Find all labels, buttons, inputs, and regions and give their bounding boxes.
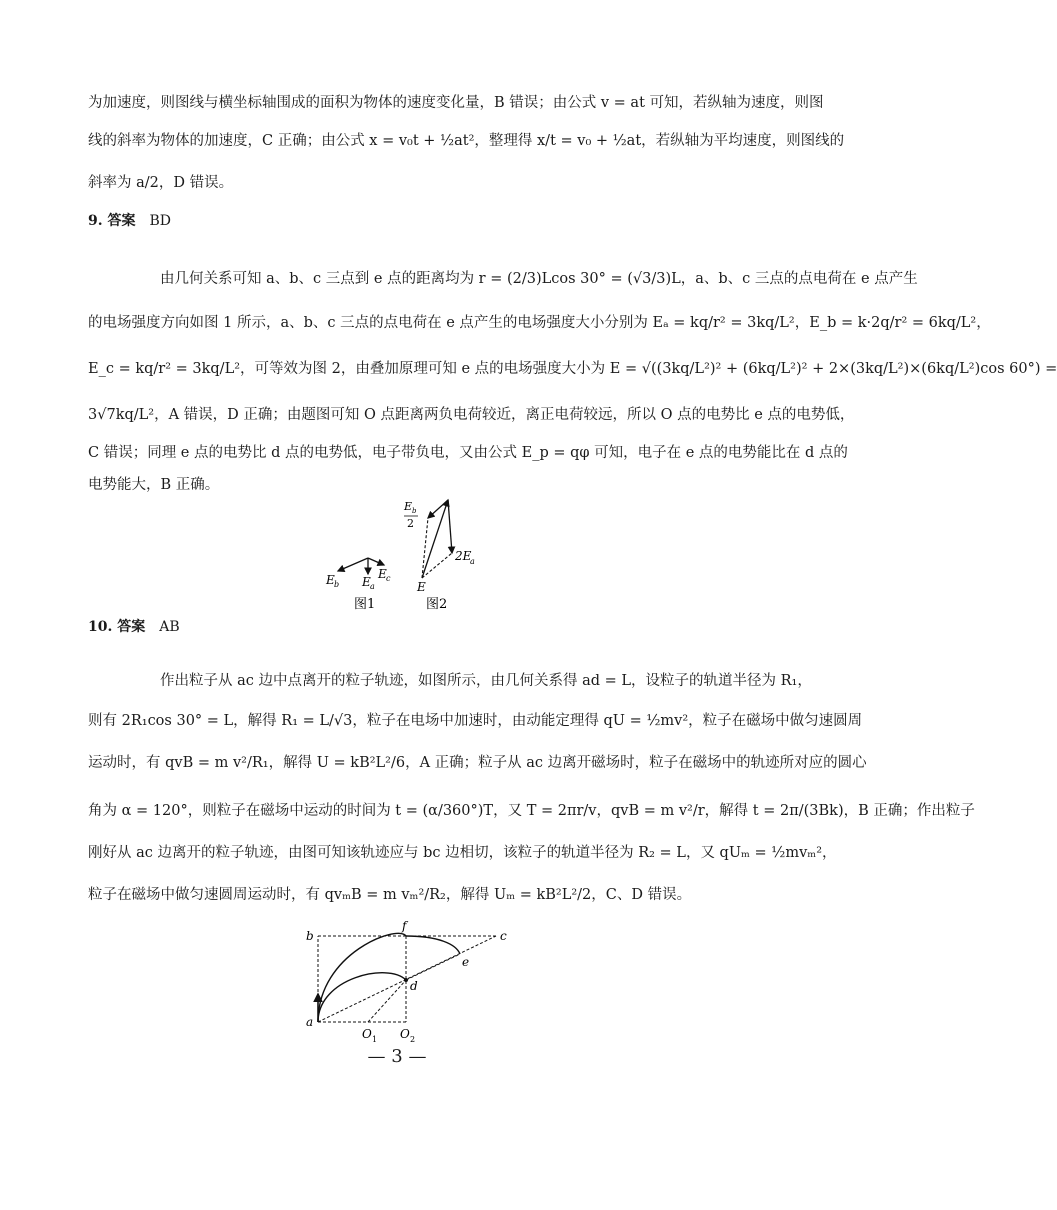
q10-line-2: 则有 2R₁cos 30° = L，解得 R₁ = L/√3，粒子在电场中加速时，由动能定理得 qU = ½mv²，粒子在磁场中做匀速圆周 bbox=[88, 713, 863, 729]
fig1-label-ea-sub: a bbox=[370, 582, 375, 591]
q9-line-4: 3√7kq/L²，A 错误，D 正确；由题图可知 O 点距离两负电荷较近，离正电荷较远，所以 O 点的电势比 e 点的电势低， bbox=[88, 407, 855, 423]
q10-line-6: 粒子在磁场中做匀速圆周运动时，有 qvₘB = m vₘ²/R₂，解得 Uₘ = kB²L²/2，C、D 错误。 bbox=[88, 887, 692, 903]
continuation-line-1: 为加速度，则图线与横坐标轴围成的面积为物体的速度变化量，B 错误；由公式 v = at 可知，若纵轴为速度，则图 bbox=[88, 95, 824, 111]
fig1-label-eb-sub: b bbox=[334, 580, 340, 589]
fig2-vectors bbox=[403, 500, 475, 612]
q10-answer: AB bbox=[159, 619, 180, 635]
fig2-label-2ea-sub: a bbox=[470, 557, 475, 566]
point-d bbox=[404, 978, 408, 982]
q9-line-2: 的电场强度方向如图 1 所示，a、b、c 三点的点电荷在 e 点产生的电场强度大小分别为 Eₐ = kq/r² = 3kq/L²，E_b = k·2q/r² = 6kq/L²， bbox=[88, 315, 991, 331]
fig2-label-2ea: 2E bbox=[455, 549, 472, 563]
trajectory-small bbox=[318, 973, 406, 1022]
fig2-vector-2ea bbox=[448, 500, 452, 553]
label-a: a bbox=[306, 1015, 314, 1029]
continuation-line-2: 线的斜率为物体的加速度，C 正确；由公式 x = v₀t + ½at²，整理得 x/t = v₀ + ½at，若纵轴为平均速度，则图线的 bbox=[88, 133, 845, 149]
trajectory-large-tail bbox=[406, 936, 460, 954]
q10-line-1: 作出粒子从 ac 边中点离开的粒子轨迹，如图所示，由几何关系得 ad = L，设粒子的轨道半径为 R₁， bbox=[160, 673, 812, 689]
label-d: d bbox=[410, 979, 418, 993]
label-o1-sub: 1 bbox=[372, 1035, 378, 1044]
q10-header-label: 10. 答案 bbox=[88, 619, 146, 635]
fig1-label-ec: E bbox=[378, 567, 387, 581]
q9-line-5: C 错误；同理 e 点的电势比 d 点的电势低，电子带负电，又由公式 E_p = qφ 可知，电子在 e 点的电势能比在 d 点的 bbox=[88, 445, 848, 461]
fig1-vector-eb bbox=[338, 558, 368, 571]
q9-header bbox=[88, 210, 171, 230]
fig1-label-eb: E bbox=[326, 573, 335, 587]
fig1-label-ea: E bbox=[362, 575, 371, 589]
q10-line-3: 运动时，有 qvB = m v²/R₁，解得 U = kB²L²/6，A 正确；粒子从 ac 边离开磁场时，粒子在磁场中的轨迹所对应的圆心 bbox=[88, 755, 867, 771]
q9-figure bbox=[318, 498, 498, 613]
q9-line-6: 电势能大，B 正确。 bbox=[88, 477, 220, 493]
label-b: b bbox=[306, 929, 314, 943]
label-o2-sub: 2 bbox=[410, 1035, 416, 1044]
fig1-vectors bbox=[325, 558, 391, 612]
q9-line-1: 由几何关系可知 a、b、c 三点到 e 点的距离均为 r = (2/3)Lcos 30° = (√3/3)L，a、b、c 三点的点电荷在 e 点产生 bbox=[160, 271, 918, 287]
trajectory-large bbox=[318, 933, 406, 1022]
q10-line-5: 刚好从 ac 边离开的粒子轨迹，由图可知该轨迹应与 bc 边相切，该粒子的轨道半径为 R₂ = L，又 qUₘ = ½mvₘ²， bbox=[88, 845, 837, 861]
label-o1: O bbox=[362, 1027, 372, 1041]
fig2-label-half-eb-den: 2 bbox=[407, 517, 414, 530]
fig2-label-half-eb-sub: b bbox=[412, 507, 417, 515]
fig1-vector-ec bbox=[368, 558, 384, 565]
continuation-line-3: 斜率为 a/2，D 错误。 bbox=[88, 175, 234, 191]
q10-figure bbox=[298, 918, 518, 1046]
q10-line-4: 角为 α = 120°，则粒子在磁场中运动的时间为 t = (α/360°)T，又 T = 2πr/v，qvB = m v²/r，解得 t = 2π/(3Bk)，B 正确；作出粒子 bbox=[88, 803, 975, 819]
fig1-label-ec-sub: c bbox=[386, 574, 391, 583]
fig2-caption: 图2 bbox=[426, 597, 448, 612]
fig1-caption: 图1 bbox=[354, 597, 376, 612]
line-o1-d bbox=[368, 980, 406, 1022]
q9-answer: BD bbox=[149, 213, 172, 229]
fig2-label-half-eb: E bbox=[404, 500, 413, 513]
page-number: — 3 — bbox=[367, 1046, 427, 1067]
fig2-label-e: E bbox=[417, 580, 426, 594]
label-f: f bbox=[402, 919, 407, 933]
label-e: e bbox=[462, 955, 470, 969]
q9-line-3: E_c = kq/r² = 3kq/L²，可等效为图 2，由叠加原理可知 e 点的电场强度大小为 E = √((3kq/L²)² + (6kq/L²)² + 2×(3kq/L²)×(6kq/L²)cos 60°) = bbox=[88, 361, 1057, 377]
q10-header bbox=[88, 616, 180, 636]
label-c: c bbox=[500, 929, 507, 943]
q9-header-label: 9. 答案 bbox=[88, 213, 136, 229]
label-o2: O bbox=[400, 1027, 410, 1041]
